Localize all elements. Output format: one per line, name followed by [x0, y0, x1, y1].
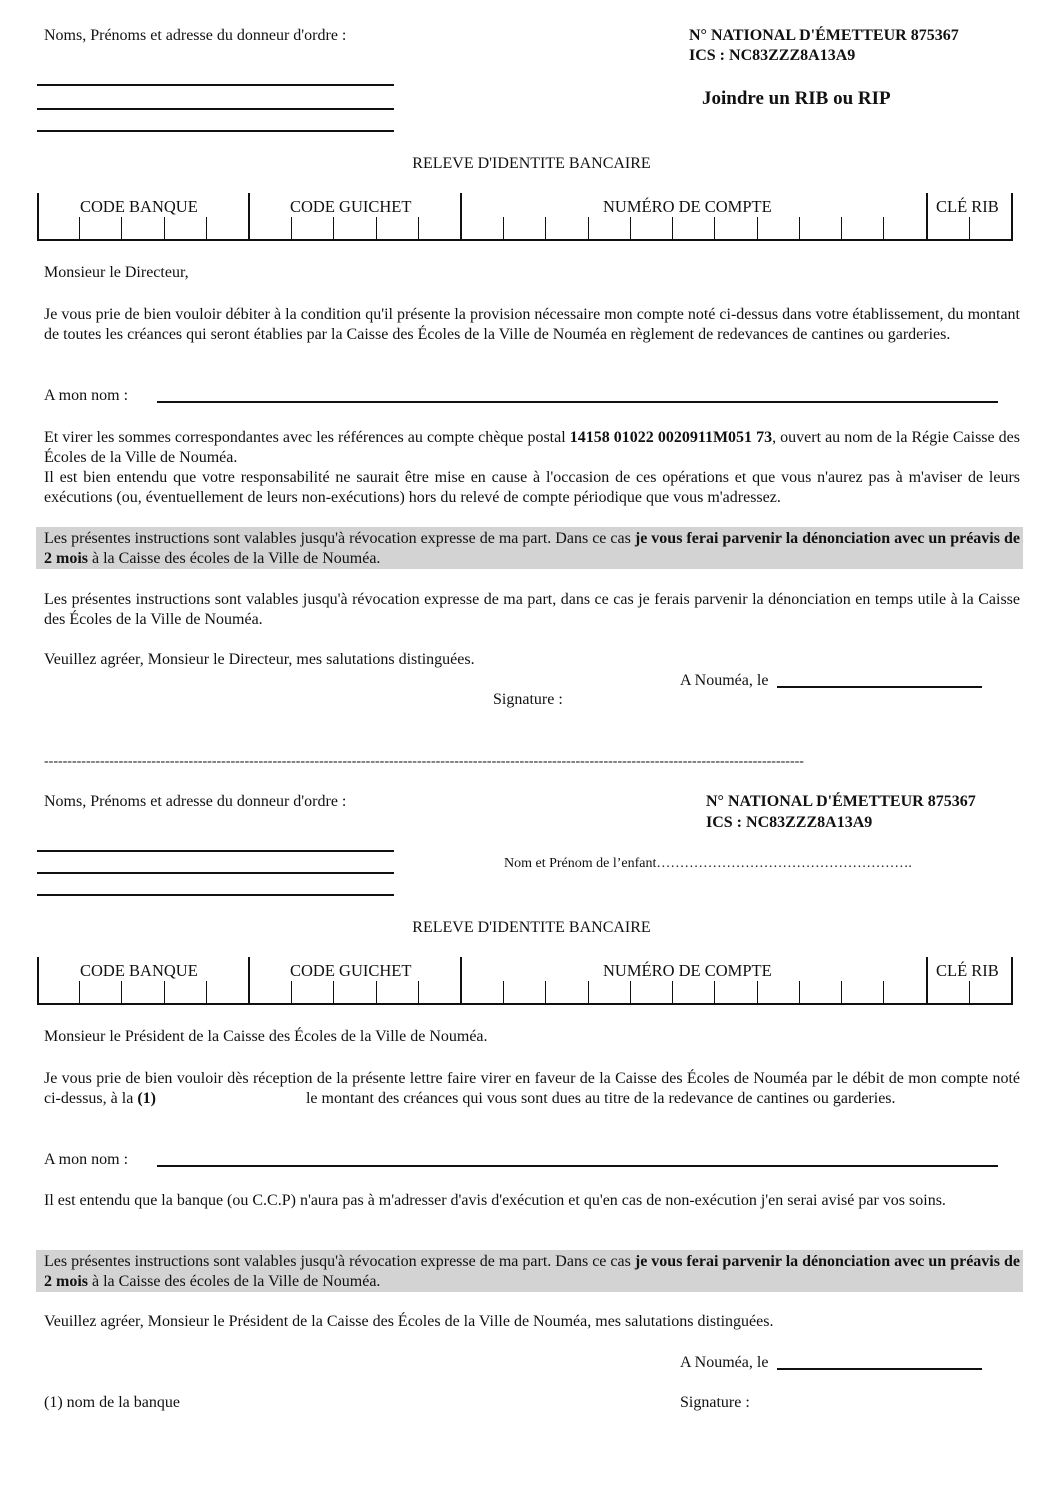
ics-top: ICS : NC83ZZZ8A13A9: [689, 47, 856, 64]
name-label-bottom: A mon nom :: [44, 1151, 129, 1168]
rib-header-rib-key: CLÉ RIB: [936, 197, 999, 216]
name-line-bottom[interactable]: [157, 1165, 998, 1167]
revocation-text-before: Les présentes instructions sont valables jusqu'à révocation expresse de ma part. Dans ce cas: [44, 530, 635, 547]
rib-header-account-number: NUMÉRO DE COMPTE: [603, 197, 772, 216]
closing-bottom: Veuillez agréer, Monsieur le Président de la Caisse des Écoles de la Ville de Nouméa, mes salutations distinguées.: [44, 1313, 774, 1330]
revocation-text-before-bottom: Les présentes instructions sont valables jusqu'à révocation expresse de ma part. Dans ce cas: [44, 1253, 635, 1270]
place-date-label-bottom: A Nouméa, le: [680, 1354, 769, 1371]
rib-grid-top[interactable]: [37, 193, 1013, 243]
signature-label-top: Signature :: [493, 691, 563, 708]
revocation-notice-top: [44, 529, 1020, 569]
postal-account-number: 14158 01022 0020911M051 73: [569, 429, 773, 446]
bank-footnote-ref: (1): [137, 1090, 156, 1107]
revocation-text-bold-bottom: je vous ferai parvenir la dénonciation avec un préavis de 2 mois: [44, 1253, 1020, 1290]
rib-header-account-number-bottom: NUMÉRO DE COMPTE: [603, 961, 772, 980]
donor-address-line-6[interactable]: [37, 894, 394, 896]
ics-bottom: ICS : NC83ZZZ8A13A9: [706, 814, 873, 831]
rib-header-branch-code-bottom: CODE GUICHET: [290, 961, 412, 980]
emitter-number-top: N° NATIONAL D'ÉMETTEUR 875367: [689, 27, 959, 44]
donor-address-line-4[interactable]: [37, 850, 394, 852]
donor-address-line-3[interactable]: [37, 130, 394, 132]
transfer-paragraph: [44, 428, 1020, 468]
footnote-bank-name: (1) nom de la banque: [44, 1394, 180, 1411]
salutation-bottom: Monsieur le Président de la Caisse des Écoles de la Ville de Nouméa.: [44, 1028, 488, 1045]
cut-separator: -------------------------------------------------------------------------------------------------------------------------------------------------------------------: [44, 754, 804, 769]
transfer-text-before: Et virer les sommes correspondantes avec les références au compte chèque postal: [44, 429, 570, 446]
rib-header-branch-code: CODE GUICHET: [290, 197, 412, 216]
date-line-bottom[interactable]: [777, 1368, 982, 1370]
donor-label-top: Noms, Prénoms et adresse du donneur d'ordre :: [44, 27, 347, 44]
transfer-request-before: Je vous prie de bien vouloir dès réception de la présente lettre faire virer en faveur de la Caisse des Écoles de Nouméa par le débit de mon compte noté ci-dessus, à la: [44, 1070, 1020, 1107]
rib-title-top: [0, 155, 1051, 173]
rib-header-rib-key-bottom: CLÉ RIB: [936, 961, 999, 980]
transfer-request-paragraph: [44, 1069, 1020, 1109]
revocation-text-bold: je vous ferai parvenir la dénonciation avec un préavis de 2 mois: [44, 530, 1020, 567]
donor-address-line-1[interactable]: [37, 84, 394, 86]
execution-notice-paragraph: Il est entendu que la banque (ou C.C.P) n'aura pas à m'adresser d'avis d'exécution et qu'en cas de non-exécution j'en serai avisé par vos soins.: [44, 1192, 946, 1209]
signature-label-bottom: Signature :: [680, 1394, 750, 1411]
instructions-paragraph: Les présentes instructions sont valables jusqu'à révocation expresse de ma part, dans ce cas je ferais parvenir la dénonciation en temps utile à la Caisse des Écoles de la Ville de Nouméa.: [44, 591, 1020, 628]
revocation-text-after: à la Caisse des écoles de la Ville de Nouméa.: [88, 550, 381, 567]
rib-title-text-bottom: RELEVE D'IDENTITE BANCAIRE: [412, 919, 651, 936]
child-name-field[interactable]: Nom et Prénom de l’enfant……………………………………………….: [504, 856, 912, 871]
responsibility-paragraph: Il est bien entendu que votre responsabilité ne saurait être mise en cause à l'occasion de ces opérations et que vous n'aurez pas à m'aviser de leurs exécutions (ou, éventuellement de leurs non-exécutions) hors du relevé de compte périodique que vous m'adressez.: [44, 469, 1020, 506]
rib-header-bank-code: CODE BANQUE: [80, 197, 198, 216]
donor-address-line-2[interactable]: [37, 108, 394, 110]
revocation-notice-bottom: [44, 1252, 1020, 1292]
revocation-text-after-bottom: à la Caisse des écoles de la Ville de Nouméa.: [88, 1273, 381, 1290]
rib-title-text: RELEVE D'IDENTITE BANCAIRE: [412, 155, 651, 172]
name-label-top: A mon nom :: [44, 387, 129, 404]
debit-paragraph-top: Je vous prie de bien vouloir débiter à la condition qu'il présente la provision nécessaire mon compte noté ci-dessus dans votre établissement, du montant de toutes les créances qui seront établies par la Caisse des Écoles de la Ville de Nouméa en règlement de redevances de cantines ou garderies.: [44, 306, 1020, 343]
name-line-top[interactable]: [157, 401, 998, 403]
rib-header-bank-code-bottom: CODE BANQUE: [80, 961, 198, 980]
donor-address-line-5[interactable]: [37, 872, 394, 874]
transfer-text-after: , ouvert au nom de la Régie Caisse des Écoles de la Ville de Nouméa.: [44, 429, 1021, 466]
attach-rib-note: Joindre un RIB ou RIP: [702, 88, 891, 109]
closing-top: Veuillez agréer, Monsieur le Directeur, mes salutations distinguées.: [44, 651, 475, 668]
date-line-top[interactable]: [777, 686, 982, 688]
salutation-top: Monsieur le Directeur,: [44, 264, 189, 281]
rib-title-bottom: [0, 919, 1051, 937]
transfer-request-after: le montant des créances qui vous sont dues au titre de la redevance de cantines ou garderies.: [305, 1090, 896, 1107]
donor-label-bottom: Noms, Prénoms et adresse du donneur d'ordre :: [44, 793, 347, 810]
rib-grid-bottom[interactable]: [37, 957, 1013, 1007]
emitter-number-bottom: N° NATIONAL D'ÉMETTEUR 875367: [706, 793, 976, 810]
place-date-label-top: A Nouméa, le: [680, 672, 769, 689]
